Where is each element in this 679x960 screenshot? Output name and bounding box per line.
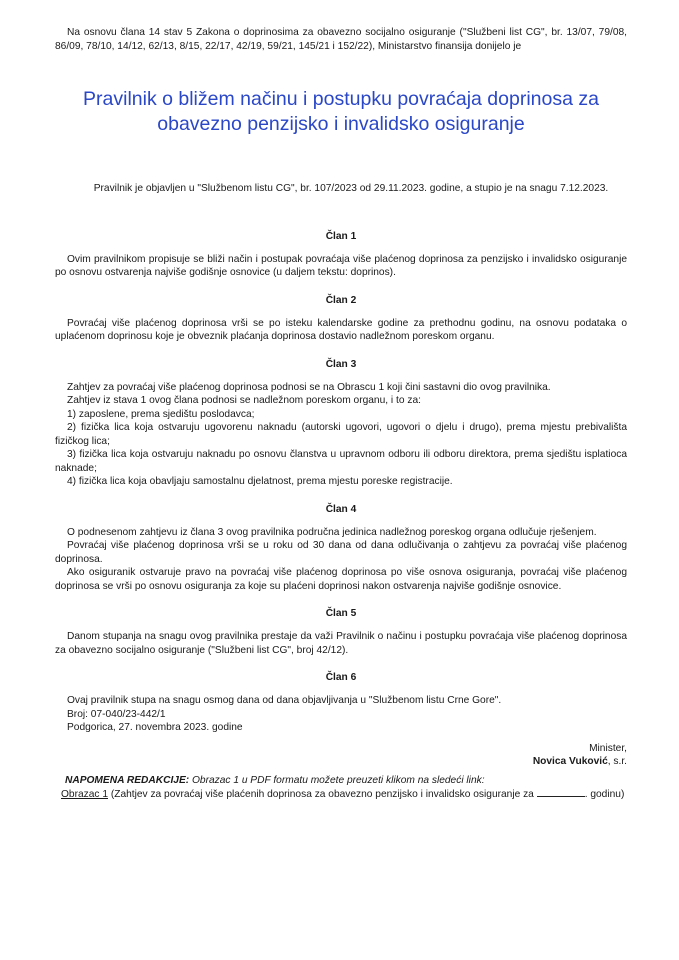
clan-4-paragraph-1: O podnesenom zahtjevu iz člana 3 ovog pravilnika područna jedinica nadležnog poreskog organa odlučuje rješenjem. [67,526,597,538]
title-line-2: obavezno penzijsko i invalidsko osiguranje [157,113,525,135]
editorial-note-label: NAPOMENA REDAKCIJE: [65,774,190,786]
publication-info: Pravilnik je objavljen u "Službenom listu CG", br. 107/2023 od 29.11.2023. godine, a stupio je na snagu 7.12.2023. [93,183,609,194]
obrazac-paragraph [55,787,627,802]
obrazac-link[interactable]: Obrazac 1 [61,789,108,800]
clan-3-item-3: 3) fizička lica koja ostvaruju naknadu po osnovu članstva u upravnom odboru ili odboru direktora, prema sjedištu isplatioca naknade; [55,449,627,474]
clan-2-text: Povraćaj više plaćenog doprinosa vrši se po isteku kalendarske godine za prethodnu godinu, na osnovu podataka o uplaćenom doprinosu koje je obveznik plaćanja doprinosa dostavio nadležnom poreskom organu. [55,317,627,342]
signature-name: Novica Vuković [532,756,608,767]
obrazac-description: (Zahtjev za povraćaj više plaćenih doprinosa za obavezno penzijsko i invalidsko osiguranje za [108,789,537,800]
signature-role: Minister, [589,742,627,754]
year-blank-line [537,787,585,797]
place-and-date: Podgorica, 27. novembra 2023. godine [67,722,243,733]
signature-line [55,755,627,769]
clan-3-paragraph-1: Zahtjev za povraćaj više plaćenog doprinosa podnosi se na Obrascu 1 koji čini sastavni dio ovog pravilnika. [67,381,551,393]
clan-2-heading: Član 2 [325,294,357,306]
editorial-note [55,774,627,788]
document-number: Broj: 07-040/23-442/1 [67,708,166,720]
clan-1-text: Ovim pravilnikom propisuje se bliži način i postupak povraćaja više plaćenog doprinosa za penzijsko i invalidsko osiguranje po osnovu ostvarenja najviše godišnje osnovice (u daljem tekstu: doprinos). [55,253,627,278]
title-line-1: Pravilnik o bližem načinu i postupku povraćaja doprinosa za [83,88,599,110]
clan-3-item-1: 1) zaposlene, prema sjedištu poslodavca; [67,408,255,420]
intro-paragraph: Na osnovu člana 14 stav 5 Zakona o doprinosima za obavezno socijalno osiguranje ("Službeni list CG", br. 13/07, 79/08, 86/09, 78/10, 14/12, 62/13, 8/15, 22/17, 42/19, 59/21, 145/21 i 152/22), Ministarstvo finansija donijelo je [55,27,627,52]
clan-5-heading: Član 5 [325,608,357,619]
clan-5-text: Danom stupanja na snagu ovog pravilnika prestaje da važi Pravilnik o načinu i postupku povraćaja više plaćenog doprinosa za obavezno socijalno osiguranje ("Službeni list CG", broj 42/12). [55,631,627,656]
clan-1-heading: Član 1 [325,230,357,242]
clan-4-paragraph-2: Povraćaj više plaćenog doprinosa vrši se u roku od 30 dana od dana odlučivanja o zahtjevu za povraćaj više plaćenog doprinosa. [55,540,627,565]
document-title [55,87,627,137]
clan-6-paragraph-1: Ovaj pravilnik stupa na snagu osmog dana od dana objavljivanja u "Službenom listu Crne Gore". [67,695,502,706]
clan-3-heading: Član 3 [325,358,357,370]
signature-suffix: , s.r. [607,756,627,767]
clan-4-heading: Član 4 [325,503,357,515]
clan-3-item-2: 2) fizička lica koja ostvaruju ugovorenu naknadu (autorski ugovori, ugovori o djelu i drugo), prema mjestu prebivališta fizičkog lica; [55,422,627,447]
clan-6-heading: Član 6 [325,672,357,683]
editorial-note-text: Obrazac 1 u PDF formatu možete preuzeti klikom na sledeći link: [189,774,485,786]
clan-3-paragraph-2: Zahtjev iz stava 1 ovog člana podnosi se nadležnom poreskom organu, i to za: [67,395,421,406]
obrazac-end: . godinu) [584,789,625,800]
clan-3-item-4: 4) fizička lica koja obavljaju samostalnu djelatnost, prema mjestu poreske registracije. [67,476,453,487]
clan-4-paragraph-3: Ako osiguranik ostvaruje pravo na povraćaj više plaćenog doprinosa po više osnova osiguranja, povraćaj više plaćenog doprinosa se vrši po osnovu osiguranja za koje su plaćeni doprinosi nakon ostvarenja najviše godišnje osnovice. [55,567,627,592]
